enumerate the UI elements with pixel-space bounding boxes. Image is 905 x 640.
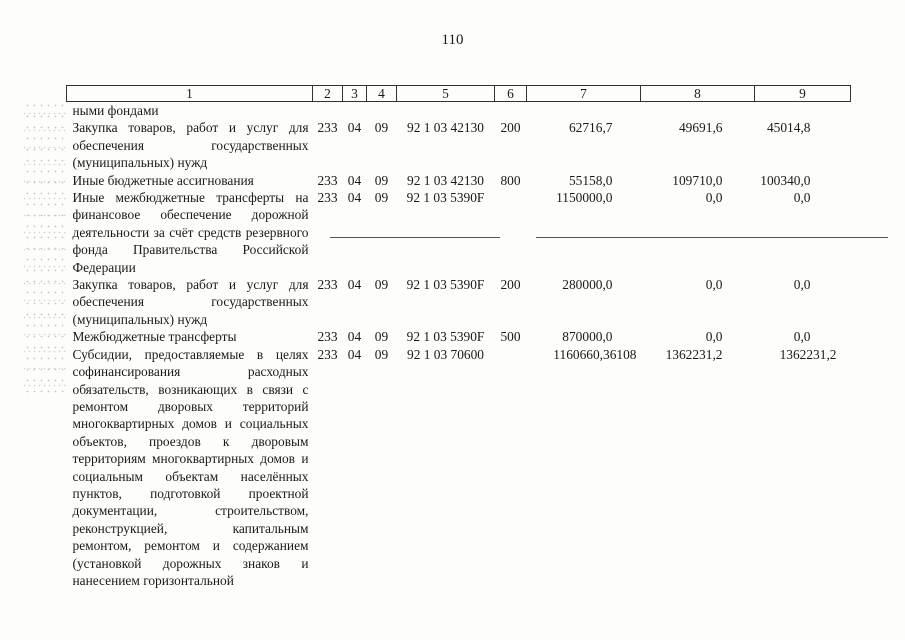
cell-amount-2: 0,0: [705, 190, 723, 206]
cell-amount-1: 62716,7: [568, 120, 613, 136]
cell-subsection: 09: [374, 346, 389, 362]
table-row: [67, 276, 851, 328]
table-row: [67, 102, 851, 120]
cell-type: [495, 102, 527, 120]
cell-amount-2: [641, 102, 755, 120]
row-name: Закупка товаров, работ и услуг для обеспечения государственных (муниципальных) нужд: [72, 277, 309, 327]
cell-amount-3: [755, 102, 851, 120]
page-number: 110: [441, 32, 464, 48]
cell-subsection: [367, 102, 397, 120]
cell-amount-1: 55158,0: [568, 172, 613, 188]
row-name: Межбюджетные трансферты: [72, 329, 237, 345]
header-cell: 5: [397, 86, 495, 102]
row-name: ными фондами: [72, 103, 159, 118]
header-cell: 1: [67, 86, 313, 102]
header-cell: 7: [527, 86, 641, 102]
cell-admin: 233: [317, 329, 338, 345]
cell-amount-2: 0,0: [705, 329, 723, 345]
cell-amount-1: 1150000,0: [556, 190, 613, 206]
cell-section: 04: [347, 190, 362, 206]
cell-type: 800: [500, 172, 521, 188]
row-name: Закупка товаров, работ и услуг для обеспечения государственных (муниципальных) нужд: [72, 120, 309, 171]
cell-section: 04: [347, 277, 362, 293]
cell-amount-3: 100340,0: [760, 172, 811, 188]
cell-amount-2: 49691,6: [678, 120, 723, 136]
cell-admin: 233: [317, 120, 338, 136]
cell-amount-3: 0,0: [793, 329, 811, 345]
cell-type: 500: [500, 329, 521, 345]
header-cell: 9: [755, 86, 851, 102]
table-row: [67, 346, 851, 590]
cell-type: 200: [500, 120, 521, 136]
cell-admin: [313, 102, 343, 120]
cell-admin: 233: [317, 172, 338, 188]
header-cell: 2: [313, 86, 343, 102]
cell-admin: 233: [317, 277, 338, 293]
table-row: [67, 189, 851, 276]
scan-noise: [24, 100, 66, 400]
cell-amount-2: 0,0: [705, 277, 723, 293]
cell-subsection: 09: [374, 329, 389, 345]
cell-type: [495, 189, 527, 276]
cell-amount-3: 0,0: [793, 277, 811, 293]
cell-section: 04: [347, 346, 362, 362]
cell-target: 92 1 03 70600: [407, 346, 484, 362]
header-row: [67, 86, 851, 102]
table-row: [67, 328, 851, 345]
header-cell: 6: [495, 86, 527, 102]
cell-target: 92 1 03 5390F: [406, 277, 485, 293]
cell-amount-1: 1160660,36108: [553, 346, 637, 362]
budget-table: [66, 85, 851, 589]
cell-amount-1: 280000,0: [562, 277, 613, 293]
cell-target: 92 1 03 5390F: [406, 329, 485, 345]
cell-type: 200: [500, 277, 521, 293]
table-row: [67, 119, 851, 171]
cell-amount-3: 1362231,2: [779, 346, 837, 362]
cell-subsection: 09: [374, 120, 389, 136]
cell-amount-2: 1362231,2: [665, 346, 723, 362]
cell-subsection: 09: [374, 277, 389, 293]
header-cell: 3: [343, 86, 367, 102]
cell-target: [397, 102, 495, 120]
cell-admin: 233: [317, 346, 338, 362]
header-cell: 8: [641, 86, 755, 102]
cell-target: 92 1 03 5390F: [406, 190, 485, 206]
cell-subsection: 09: [374, 172, 389, 188]
row-name: Иные межбюджетные трансферты на финансовое обеспечение дорожной деятельности за счёт средств резервного фонда Правительства Российской Федерации: [72, 190, 309, 275]
row-name: Субсидии, предоставляемые в целях софинансирования расходных обязательств, возникающих в связи с ремонтом дворовых территорий многоквартирных домов и социальных объектов, проездов к дворовым территориям многоквартирных домов и социальным объектам населённых пунктов, подготовкой проектной документации, строительством, реконструкцией, капитальным ремонтом, ремонтом и содержанием (установкой дорожных знаков и нанесением горизонтальной: [72, 346, 309, 588]
cell-section: 04: [347, 172, 362, 188]
cell-target: 92 1 03 42130: [407, 120, 484, 136]
cell-section: 04: [347, 329, 362, 345]
cell-amount-2: 109710,0: [672, 172, 723, 188]
cell-target: 92 1 03 42130: [407, 172, 484, 188]
cell-amount-1: [527, 102, 641, 120]
table-row: [67, 172, 851, 189]
cell-type: [495, 346, 527, 590]
cell-admin: 233: [317, 190, 338, 206]
cell-subsection: 09: [374, 190, 389, 206]
header-cell: 4: [367, 86, 397, 102]
cell-amount-3: 0,0: [793, 190, 811, 206]
cell-amount-1: 870000,0: [562, 329, 613, 345]
cell-section: 04: [347, 120, 362, 136]
cell-section: [343, 102, 367, 120]
row-name: Иные бюджетные ассигнования: [72, 172, 254, 188]
cell-amount-3: 45014,8: [766, 120, 811, 136]
